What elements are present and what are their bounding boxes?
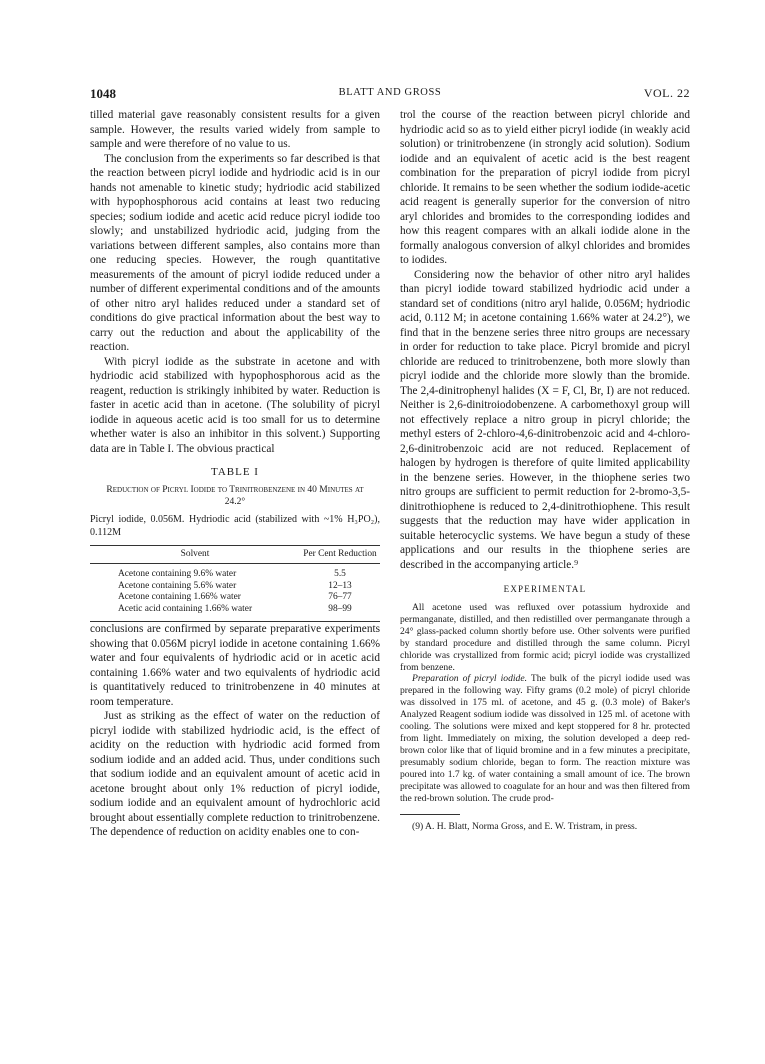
table-row xyxy=(90,604,380,622)
paragraph: Just as striking as the effect of water on the reduction of picryl iodide with stabilized hydriodic acid, is the effect of acidity on the reduction with hydriodic acid formed from sodium iodide and an added acid. Thus, under conditions such that sodium iodide and an equivalent amount of acetic acid in acetone brought about only 1% reduction of picryl iodide, sodium iodide and an equivalent amount of hydrochloric acid brought about essentially complete reduction to trinitrobenzene. The dependence of reduction on acidity enables one to con- xyxy=(90,710,380,838)
paragraph: tilled material gave reasonably consistent results for a given sample. However, the results varied widely from sample to sample and were therefore of no value to us. xyxy=(90,109,380,150)
table-row xyxy=(90,592,380,604)
column-header-solvent: Solvent xyxy=(90,546,300,564)
paragraph: trol the course of the reaction between picryl chloride and hydriodic acid so as to yield either picryl iodide (in weakly acid solution) or trinitrobenzene (in strongly acid solution). Sodium iodide and an equivalent of acetic acid is the best reagent combination for the preparation of picryl iodide from picryl chloride. It remains to be seen whether the sodium iodide-acetic acid reagent is generally superior for the conversion of nitro aryl chlorides and bromides to the corresponding iodides and how this reagent compares with an alkali iodide alone in the formally analogous conversion of alkyl chlorides and bromides to iodides. xyxy=(400,109,690,266)
cell-reduction: 12–13 xyxy=(328,580,352,591)
data-table xyxy=(90,545,380,622)
paragraph: conclusions are confirmed by separate preparative experiments showing that 0.056M picryl iodide in acetone containing 1.66% water and four equivalents of hydriodic acid or in acetic acid containing 1.66% water and two equivalents of hydriodic acid is quantitatively reduced to trinitrobenzene in 40 minutes at room temperature. xyxy=(90,623,380,708)
table-row xyxy=(90,564,380,581)
paragraph: With picryl iodide as the substrate in acetone and with hydriodic acid stabilized with hypophosphorous acid as the reagent, reduction is strikingly inhibited by water. Reduction is faster in acetic acid than in acetone. (The solubility of picryl iodide in aqueous acetic acid is too small for us to determine whether water is also an inhibitor in this solvent.) Supporting data are in Table I. The obvious practical xyxy=(90,355,380,455)
experimental-paragraph xyxy=(400,673,690,804)
paragraph: The conclusion from the experiments so far described is that the reaction between picryl iodide and hydriodic acid is in our hands not amenable to kinetic study; hydriodic acid stabilized with hypophosphorous acid contains at least two reducing species; sodium iodide and acetic acid reduce picryl iodide too slowly; and unstabilized hydriodic acid, judging from the variations between different samples, also contains more than one reducing species. However, the rough quantitative measurements of the amount of picryl iodide reduced under a number of different experimental conditions and of the amounts of other nitro aryl halides reduced under a standard set of conditions do give practical information about the best way to carry out the reduction and about the applicability of the reaction. xyxy=(90,152,380,353)
cell-reduction: 76–77 xyxy=(328,592,352,602)
table-conditions: Picryl iodide, 0.056M. Hydriodic acid (stabilized with ~1% H₃PO₂), 0.112M xyxy=(90,514,380,538)
experimental-paragraph: All acetone used was refluxed over potassium hydroxide and permanganate, distilled, and then redistilled over permanganate through a 24° glass-packed column shortly before use. Other solvents were purified by standard procedure and distilled through the same column. Picryl chloride was crystallized from formic acid; picryl iodide was crystallized from benzene. xyxy=(400,602,690,673)
column-header-percent: Per Cent Reduction xyxy=(300,546,380,564)
footnote-rule xyxy=(400,814,460,815)
section-heading-experimental: EXPERIMENTAL xyxy=(503,584,587,594)
running-head-authors: BLATT AND GROSS xyxy=(338,87,442,98)
experimental-text: The bulk of the picryl iodide used was prepared in the following way. Fifty grams (0.2 mole) of picryl chloride was dissolved in 175 ml. of acetone, and 45 g. (0.3 mole) of Baker's Analyzed Reagent sodium iodide was dissolved in 125 ml. of acetone with cooling. The solutions were mixed and kept stoppered for 8 hr. protected from light. Immediately on mixing, the solution developed a deep red-brown color like that of liquid bromine and in a few minutes a precipitate, presumably sodium chloride, began to form. The reaction mixture was poured into 1.7 kg. of water containing a small amount of ice. The brown precipitate was allowed to coagulate for an hour and was then filtered from the red-brown solution. The crude prod- xyxy=(400,673,690,804)
cell-reduction: 5.5 xyxy=(334,569,346,579)
table-row xyxy=(90,581,380,593)
table-caption: Reduction of Picryl Iodide to Trinitrobenzene in 40 Minutes at 24.2° xyxy=(106,485,364,507)
paragraph: Considering now the behavior of other nitro aryl halides than picryl iodide toward stabilized hydriodic acid under a standard set of conditions (nitro aryl halide, 0.056M; hydriodic acid, 0.112 M; in acetone containing 1.66% water at 24.2°), we find that in the benzene series three nitro groups are necessary in order for reduction to take place. Picryl bromide and picryl chloride are reduced to trinitrobenzene, both more slowly than picryl iodide and the chloride more slowly than the bromide. The 2,4-dinitrophenyl halides (X = F, Cl, Br, I) are not reduced. Neither is 2,6-dinitroiodobenzene. A carbomethoxyl group will not effectively replace a nitro group in picryl chloride; the methyl esters of 2-chloro-4,6-dinitrobenzoic acid and 4-chloro-2,6-dinitrobenzoic acid are not reduced. Replacement of halogen by hydrogen is therefore of quite limited applicability in the benzene series. However, in the thiophene series two nitro groups are sufficient to permit reduction for 2-bromo-3,5-dinitrothiophene is reduced to 2,4-dinitrothiophene. This result suggests that the reduction may have wider application in suitable heterocyclic systems. We have begun a study of these applications and our results in the thiophene series are described in the accompanying article.⁹ xyxy=(400,268,690,571)
cell-solvent: Acetone containing 5.6% water xyxy=(118,580,237,591)
cell-reduction: 98–99 xyxy=(300,604,380,622)
cell-solvent: Acetone containing 1.66% water xyxy=(118,592,241,602)
cell-solvent: Acetone containing 9.6% water xyxy=(118,569,237,579)
footnote: (9) A. H. Blatt, Norma Gross, and E. W. Tristram, in press. xyxy=(412,821,638,833)
volume-label: VOL. 22 xyxy=(643,86,690,100)
subsection-lead: Preparation of picryl iodide. xyxy=(412,673,527,685)
left-column xyxy=(90,108,380,840)
running-header xyxy=(90,86,690,106)
table-1 xyxy=(90,466,380,622)
table-label: TABLE I xyxy=(211,466,259,478)
page-number: 1048 xyxy=(90,86,116,101)
cell-solvent: Acetic acid containing 1.66% water xyxy=(90,604,300,622)
table-header-row xyxy=(90,546,380,564)
right-column xyxy=(400,108,690,833)
